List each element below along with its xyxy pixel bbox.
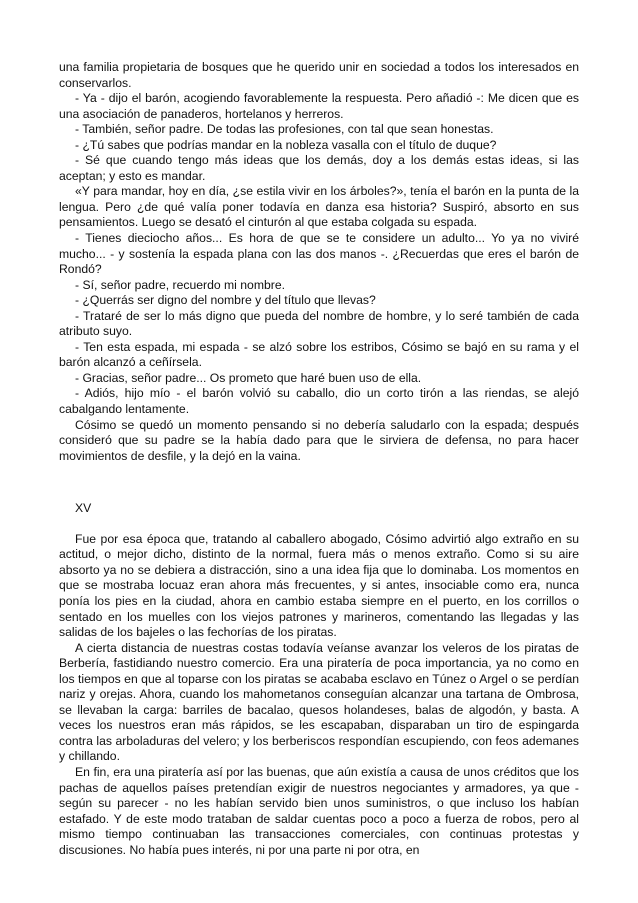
paragraph: - Sí, señor padre, recuerdo mi nombre. — [75, 277, 285, 292]
chapter-heading: XV — [75, 501, 92, 516]
paragraph: - ¿Querrás ser digno del nombre y del título que llevas? — [75, 293, 376, 308]
paragraph: - Trataré de ser lo más digno que pueda del nombre de hombre, y lo seré también de cada atributo suyo. — [59, 308, 579, 339]
paragraph: «Y para mandar, hoy en día, ¿se estila vivir en los árboles?», tenía el barón en la punta de la lengua. Pero ¿de qué valía poner todavía en danza esa historia? Suspiró, absorto en sus pensamientos. Luego se desató el cinturón al que estaba colgada su espada. — [59, 184, 579, 230]
section-spacer — [59, 464, 579, 501]
paragraph: Cósimo se quedó un momento pensando si no debería saludarlo con la espada; después consideró que su padre se la había dado para que le sirviera de defensa, no para hacer movimientos de desfile, y la dejó en la vaina. — [59, 417, 579, 463]
paragraph: - Sé que cuando tengo más ideas que los demás, doy a los demás estas ideas, si las aceptan; y esto es mandar. — [59, 153, 579, 183]
paragraph: - ¿Tú sabes que podrías mandar en la nobleza vasalla con el título de duque? — [75, 137, 497, 152]
book-page — [59, 60, 579, 858]
paragraph: En fin, era una piratería así por las buenas, que aún existía a causa de unos créditos que los pachas de aquellos países pretendían exigir de nuestros negociantes y armadores, ya que - según su parecer - no les habían servido bien unos suministros, o que incluso los habían estafado. Y de este modo trataban de saldar cuentas poco a poco a fuerza de robos, pero al mismo tiempo continuaban las transacciones comerciales, con continuas protestas y discusiones. No había pues interés, ni por una parte ni por otra, en — [59, 764, 579, 857]
paragraph: A cierta distancia de nuestras costas todavía veíanse avanzar los veleros de los piratas de Berbería, fastidiando nuestro comercio. Era una piratería de poca importancia, ya no como en los tiempos en que al toparse con los piratas se acababa esclavo en Túnez o Argel o se perdían nariz y orejas. Ahora, cuando los mahometanos conseguían alcanzar una tartana de Ombrosa, se llevaban la carga: barriles de bacalao, quesos holandeses, balas de algodón, y basta. A veces los nuestros eran más rápidos, se les escapaban, disparaban un tiro de espingarda contra las arboladuras del velero; y los berberiscos respondían escupiendo, con feos ademanes y chillando. — [59, 640, 579, 764]
section-spacer — [59, 517, 579, 532]
paragraph: - Ten esta espada, mi espada - se alzó sobre los estribos, Cósimo se bajó en su rama y el barón alcanzó a ceñírsela. — [59, 339, 579, 370]
paragraph: - Tienes dieciocho años... Es hora de que se te considere un adulto... Yo ya no viviré mucho... - y sostenía la espada plana con las dos manos -. ¿Recuerdas que eres el barón de Rondó? — [59, 231, 579, 277]
paragraph: - También, señor padre. De todas las profesiones, con tal que sean honestas. — [75, 122, 494, 137]
paragraph: - Gracias, señor padre... Os prometo que haré buen uso de ella. — [75, 370, 422, 385]
paragraph: - Ya - dijo el barón, acogiendo favorablemente la respuesta. Pero añadió -: Me dicen que es una asociación de panaderos, hortelanos y herreros. — [59, 91, 579, 121]
paragraph: - Adiós, hijo mío - el barón volvió su caballo, dio un corto tirón a las riendas, se alejó cabalgando lentamente. — [59, 386, 579, 417]
paragraph: Fue por esa época que, tratando al caballero abogado, Cósimo advirtió algo extraño en su actitud, o mejor dicho, distinto de la normal, fuera más o menos extraño. Como si su aire absorto ya no se debiera a distracción, sino a una idea fija que lo dominaba. Los momentos en que se mostraba locuaz eran ahora más frecuentes, y si antes, insociable como era, nunca ponía los pies en la ciudad, ahora en cambio estaba siempre en el puerto, en los corrillos o sentado en los muelles con los viejos patrones y marineros, comentando las llegadas y las salidas de los bajeles o las fechorías de los piratas. — [59, 531, 579, 640]
paragraph: una familia propietaria de bosques que he querido unir en sociedad a todos los interesados en conservarlos. — [59, 60, 579, 90]
